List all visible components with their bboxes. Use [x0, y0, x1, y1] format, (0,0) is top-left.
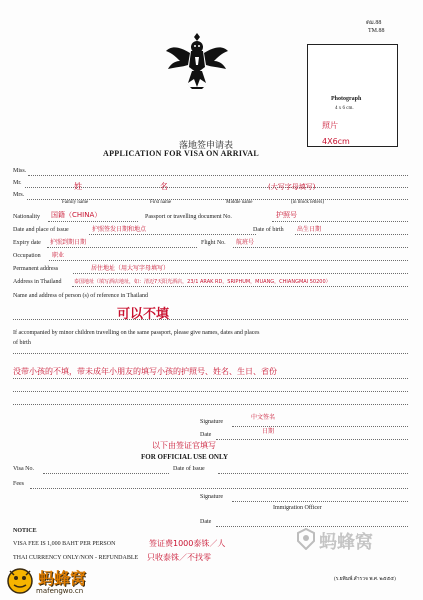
expiry-label: Expiry date	[13, 240, 41, 246]
passport-label: Passport or travelling document No.	[145, 214, 232, 220]
caps-hint: (大写字母填写)	[268, 183, 316, 191]
block-letters-caption: (in block letters)	[291, 200, 325, 205]
children-note-2: of birth	[13, 340, 31, 346]
immigration-officer-label: Immigration Officer	[273, 505, 322, 511]
thailand-address-hint: 泰国地址（填写酒店地址，如：清迈7天阳光酒店，23/1 ARAK RD，SRIPHUM，MUANG，CHIANGMAI 50200）	[74, 279, 331, 285]
children-hint: 没带小孩的不填，带未成年小朋友的填写小孩的护照号、姓名、生日、省份	[13, 367, 277, 376]
officer-signature-label: Signature	[200, 494, 223, 500]
surname-hint: 姓	[74, 182, 82, 191]
form-code: TM.88	[368, 28, 385, 34]
occupation-label: Occupation	[13, 253, 41, 259]
official-use-title: FOR OFFICIAL USE ONLY	[141, 453, 229, 461]
reference-label: Name and address of person (s) of reference in Thailand	[13, 293, 148, 299]
form-code-thai: ตม.88	[366, 20, 382, 26]
footer-print-code: (ร.ยพิมพ์.สำรวจ พ.ศ. ๒๕๕๕)	[334, 577, 396, 582]
mafengwo-logo-icon	[4, 565, 36, 595]
photo-label-cn: 照片	[322, 121, 338, 130]
date-of-issue-label: Date of Issue	[173, 466, 205, 472]
date-hint: 日期	[262, 428, 275, 435]
reference-hint: 可以不填	[117, 307, 170, 322]
mafengwo-watermark-icon	[296, 528, 316, 550]
mrs-label: Mrs.	[13, 192, 25, 198]
birth-label: Date of birth	[253, 227, 284, 233]
issue-hint: 护照签发日期和地点	[92, 226, 147, 233]
mr-label: Mr.	[13, 180, 22, 186]
expiry-hint: 护照到期日期	[50, 239, 87, 246]
given-name-hint: 名	[160, 182, 168, 191]
nationality-hint: 国籍（CHINA）	[51, 211, 102, 219]
miss-label: Miss.	[13, 168, 27, 174]
nationality-label: Nationality	[13, 214, 40, 220]
title-cn: 落地签申请表	[179, 141, 234, 151]
notice-title: NOTICE	[13, 528, 37, 534]
notice-line-1: VISA FEE IS 1,000 BAHT PER PERSON	[13, 541, 116, 547]
birth-hint: 出生日期	[297, 226, 322, 233]
permanent-address-label: Permanent address	[13, 266, 59, 272]
permanent-address-hint: 居住地址（用大写字母填写）	[91, 265, 170, 272]
title-en: APPLICATION FOR VISA ON ARRIVAL	[103, 149, 259, 158]
date-label: Date	[200, 432, 212, 438]
flight-hint: 航班号	[236, 239, 255, 246]
watermark-brand: 蚂蜂窝	[319, 532, 373, 553]
garuda-emblem-icon	[164, 33, 230, 91]
visa-no-label: Visa No.	[13, 466, 34, 472]
photo-size-cn: 4X6cm	[322, 137, 350, 146]
signature-hint: 中文签名	[251, 414, 276, 421]
thailand-address-label: Address in Thailand	[13, 279, 62, 285]
fees-label: Fees	[13, 481, 24, 487]
officer-date-label: Date	[200, 519, 212, 525]
notice-line-2: THAI CURRENCY ONLY/NON - REFUNDABLE	[13, 555, 139, 561]
logo-brand: 蚂蜂窝	[38, 569, 87, 588]
official-use-hint: 以下由签证官填写	[152, 441, 216, 450]
flight-label: Flight No.	[201, 240, 226, 246]
children-note-1: If accompanied by minor children travelling on the same passport, please give names, dates and places	[13, 330, 260, 336]
notice-hint-2: 只收泰铢／不找零	[147, 553, 211, 562]
signature-label: Signature	[200, 419, 223, 425]
first-name-caption: First name	[150, 200, 172, 205]
issue-label: Date and place of issue	[13, 227, 69, 233]
occupation-hint: 职业	[52, 252, 65, 259]
logo-url: mafengwo.cn	[36, 587, 84, 595]
family-name-caption: Family name	[62, 200, 89, 205]
notice-hint-1: 签证费1000泰铢／人	[149, 539, 226, 548]
middle-name-caption: Middle name	[226, 200, 253, 205]
passport-hint: 护照号	[276, 211, 297, 219]
photo-label: Photograph	[331, 96, 362, 102]
photo-size: 4 x 6 cm.	[335, 106, 354, 111]
